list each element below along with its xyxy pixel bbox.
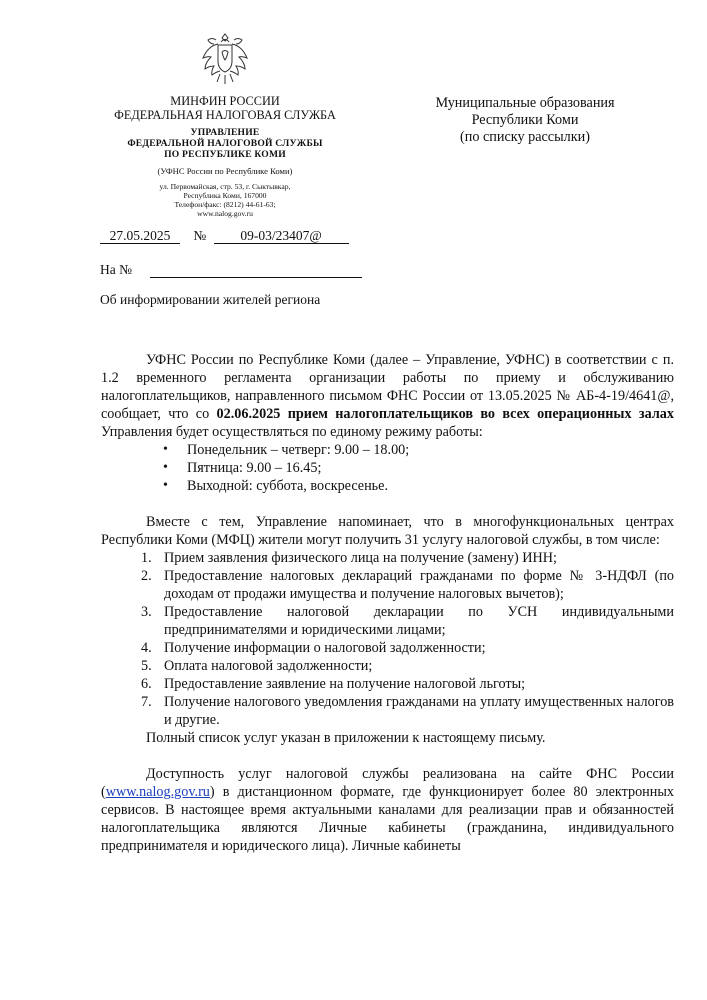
full-list-note: Полный список услуг указан в приложении к настоящему письму. bbox=[146, 730, 546, 746]
address-line: Республика Коми, 167000 bbox=[183, 191, 267, 200]
ministry-name: МИНФИН РОССИИ bbox=[170, 94, 280, 108]
paragraph-intro bbox=[101, 351, 674, 441]
list-number: 3. bbox=[141, 604, 152, 620]
registration-date: 27.05.2025 bbox=[100, 228, 180, 244]
list-item bbox=[141, 567, 674, 603]
schedule-list bbox=[101, 441, 674, 495]
list-item-text: Предоставление налоговых деклараций гражданами по форме № 3-НДФЛ (по доходам от продажи имущества и получение налоговых вычетов); bbox=[164, 568, 674, 602]
department-short-name: (УФНС России по Республике Коми) bbox=[157, 166, 293, 176]
sender-block bbox=[100, 30, 350, 218]
phone-line: Телефон/факс: (8212) 44-61-63; bbox=[174, 200, 276, 209]
list-number: 1. bbox=[141, 550, 152, 566]
paragraph-mfc: Вместе с тем, Управление напоминает, что в многофункциональных центрах Республики Коми (МФЦ) жители могут получить 31 услугу налоговой службы, в том числе: bbox=[101, 514, 674, 548]
services-list bbox=[101, 549, 674, 729]
letter-body bbox=[101, 351, 674, 855]
reference-label: На № bbox=[100, 262, 132, 277]
paragraph-text: Доступность услуг налоговой службы реализована на сайте ФНС России ( bbox=[101, 766, 674, 800]
list-item bbox=[141, 549, 674, 567]
list-item bbox=[141, 657, 674, 675]
recipient-block bbox=[400, 95, 650, 146]
recipient-line: (по списку рассылки) bbox=[460, 129, 590, 145]
coat-of-arms-icon bbox=[198, 30, 252, 88]
website-line: www.nalog.gov.ru bbox=[197, 209, 253, 218]
department-address bbox=[100, 182, 350, 218]
department-line: ФЕДЕРАЛЬНОЙ НАЛОГОВОЙ СЛУЖБЫ bbox=[127, 138, 323, 149]
list-number: 5. bbox=[141, 658, 152, 674]
list-item-text: Получение информации о налоговой задолженности; bbox=[164, 640, 486, 656]
list-item bbox=[141, 675, 674, 693]
paragraph-text: Управления будет осуществляться по единому режиму работы: bbox=[101, 424, 483, 440]
recipient-line: Муниципальные образования bbox=[435, 95, 615, 111]
list-item: • Понедельник – четверг: 9.00 – 18.00; bbox=[163, 441, 674, 459]
reference-line bbox=[100, 262, 362, 278]
list-item-text: Прием заявления физического лица на получение (замену) ИНН; bbox=[164, 550, 557, 566]
list-item-text: Предоставление налоговой декларации по УСН индивидуальными предпринимателями и юридическими лицами; bbox=[164, 604, 674, 638]
department-line: ПО РЕСПУБЛИКЕ КОМИ bbox=[164, 149, 286, 160]
list-item bbox=[141, 639, 674, 657]
letter-subject: Об информировании жителей региона bbox=[100, 292, 321, 307]
list-number: 2. bbox=[141, 568, 152, 584]
list-item bbox=[141, 693, 674, 729]
list-item bbox=[141, 603, 674, 639]
list-item-text: Получение налогового уведомления гражданами на уплату имущественных налогов и другие. bbox=[164, 694, 674, 728]
list-item: • Выходной: суббота, воскресенье. bbox=[163, 477, 674, 495]
recipient-line: Республики Коми bbox=[471, 112, 579, 128]
address-line: ул. Первомайская, стр. 53, г. Сыктывкар, bbox=[159, 182, 291, 191]
paragraph-text: ) в дистанционном формате, где функционирует более 80 электронных сервисов. В настоящее время актуальными каналами для реализации прав и обязанностей налогоплательщика являются Личные кабинеты (гражданина, индивидуального предпринимателя и юридического лица). Личные кабинеты bbox=[101, 784, 674, 854]
department-line: УПРАВЛЕНИЕ bbox=[190, 127, 260, 138]
list-item-text: Оплата налоговой задолженности; bbox=[164, 658, 373, 674]
service-name: ФЕДЕРАЛЬНАЯ НАЛОГОВАЯ СЛУЖБА bbox=[114, 108, 336, 122]
list-number: 6. bbox=[141, 676, 152, 692]
paragraph-online-services bbox=[101, 765, 674, 855]
paragraph-text: УФНС России по Республике Коми (далее – Управление, УФНС) в соответствии с п. 1.2 временного регламента организации работы по приему и обслуживанию налогоплательщиков, направленного письмом ФНС России от 13.05.2025 № АБ-4-19/4641@, сообщает, что со bbox=[101, 352, 674, 422]
list-item: • Пятница: 9.00 – 16.45; bbox=[163, 459, 674, 477]
list-item-text: Предоставление заявление на получение налоговой льготы; bbox=[164, 676, 526, 692]
paragraph-bold-text: 02.06.2025 прием налогоплательщиков во всех операционных залах bbox=[216, 406, 674, 422]
registration-line bbox=[100, 228, 349, 244]
list-number: 7. bbox=[141, 694, 152, 710]
number-sign: № bbox=[193, 228, 207, 243]
registration-number: 09-03/23407@ bbox=[214, 228, 349, 244]
reference-blank bbox=[150, 263, 362, 278]
list-number: 4. bbox=[141, 640, 152, 656]
fns-website-link[interactable]: www.nalog.gov.ru bbox=[105, 784, 210, 800]
department-title bbox=[100, 127, 350, 160]
